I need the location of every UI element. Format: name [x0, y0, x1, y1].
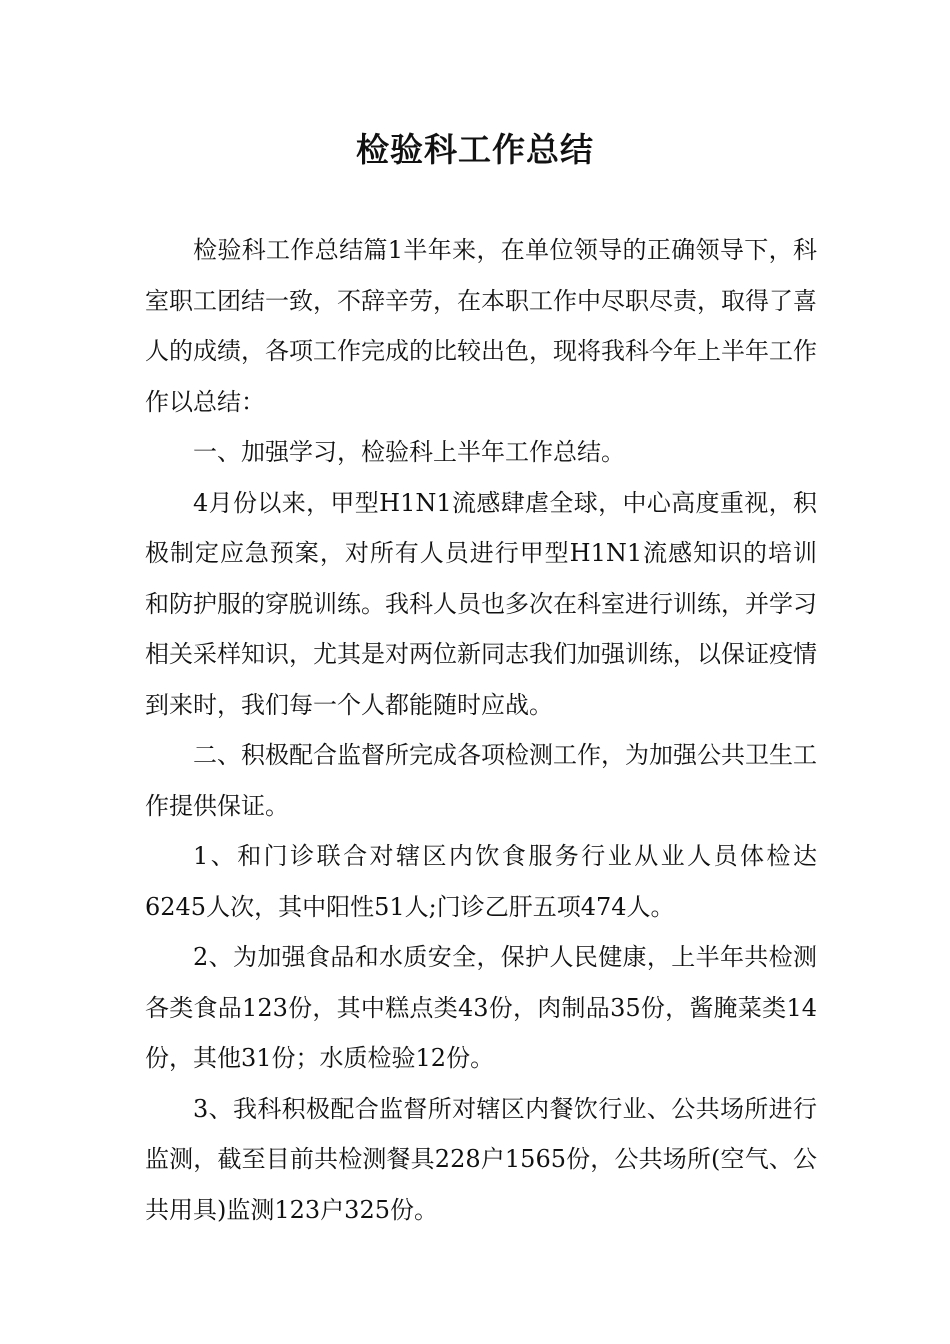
list-item-public-places: 3、我科积极配合监督所对辖区内餐饮行业、公共场所进行监测，截至目前共检测餐具228户1565份，公共场所(空气、公共用具)监测123户325份。	[145, 1094, 817, 1224]
document-body	[145, 225, 817, 1235]
section-heading-study: 一、加强学习，检验科上半年工作总结。	[193, 438, 625, 466]
paragraph-intro: 检验科工作总结篇1半年来，在单位领导的正确领导下，科室职工团结一致，不辞辛劳，在本职工作中尽职尽责，取得了喜人的成绩，各项工作完成的比较出色，现将我科今年上半年工作作以总结：	[145, 236, 817, 416]
list-item-physical-exam: 1、和门诊联合对辖区内饮食服务行业从业人员体检达6245人次，其中阳性51人;门诊乙肝五项474人。	[145, 842, 817, 921]
list-item-food-water: 2、为加强食品和水质安全，保护人民健康，上半年共检测各类食品123份，其中糕点类43份，肉制品35份，酱腌菜类14份，其他31份；水质检验12份。	[145, 943, 817, 1072]
paragraph-h1n1-training: 4月份以来，甲型H1N1流感肆虐全球，中心高度重视，积极制定应急预案，对所有人员进行甲型H1N1流感知识的培训和防护服的穿脱训练。我科人员也多次在科室进行训练，并学习相关采样知识，尤其是对两位新同志我们加强训练，以保证疫情到来时，我们每一个人都能随时应战。	[145, 488, 817, 719]
section-heading-testing: 二、积极配合监督所完成各项检测工作，为加强公共卫生工作提供保证。	[145, 741, 817, 820]
document-title: 检验科工作总结	[356, 130, 594, 169]
